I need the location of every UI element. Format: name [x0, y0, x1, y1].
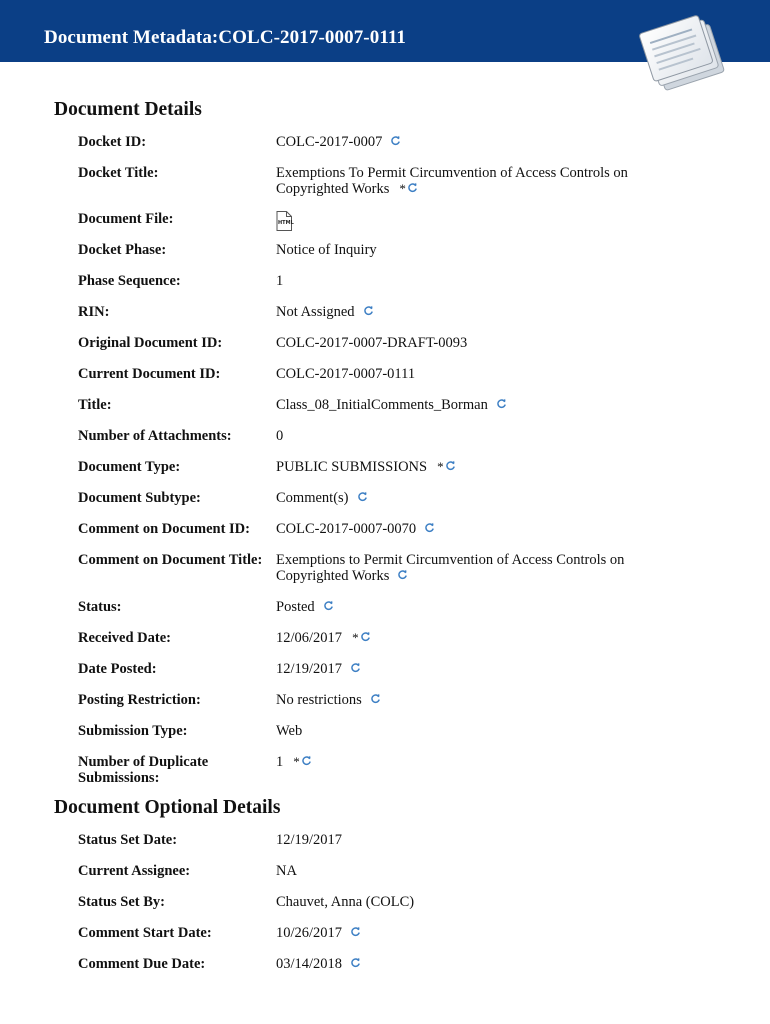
- field-label: Docket Phase:: [78, 242, 167, 258]
- field-label: Comment Start Date:: [78, 925, 212, 941]
- field-value: Exemptions To Permit Circumvention of Access Controls on Copyrighted Works: [276, 165, 628, 197]
- field-value-group: [276, 552, 716, 584]
- field-label: Date Posted:: [78, 661, 157, 677]
- refresh-icon[interactable]: [370, 692, 381, 703]
- field-label: Document Subtype:: [78, 490, 201, 506]
- field-label: Comment on Document ID:: [78, 521, 250, 537]
- field-value: COLC-2017-0007-DRAFT-0093: [276, 335, 468, 351]
- field-value: Web: [276, 723, 303, 739]
- field-value: 12/06/2017: [276, 630, 343, 646]
- field-value: 0: [276, 428, 284, 444]
- field-label: Status Set By:: [78, 894, 166, 910]
- refresh-icon[interactable]: [301, 754, 312, 765]
- field-label: Original Document ID:: [78, 335, 223, 351]
- field-label: Status:: [78, 599, 122, 615]
- refresh-icon[interactable]: [350, 661, 361, 672]
- field-value: COLC-2017-0007: [276, 134, 383, 150]
- file-type-label: HTML: [278, 220, 294, 226]
- field-label: Title:: [78, 397, 112, 413]
- field-value-group: [276, 211, 716, 231]
- field-value: No restrictions: [276, 692, 362, 708]
- field-value: PUBLIC SUBMISSIONS: [276, 459, 428, 475]
- field-value: 1: [276, 273, 284, 289]
- field-label: Received Date:: [78, 630, 171, 646]
- field-label: Docket Title:: [78, 165, 159, 181]
- html-file-icon[interactable]: [276, 211, 292, 231]
- refresh-icon[interactable]: [407, 181, 418, 192]
- field-label: Docket ID:: [78, 134, 147, 150]
- field-value: Exemptions to Permit Circumvention of Access Controls on Copyrighted Works: [276, 552, 625, 584]
- field-value-group: [276, 397, 716, 413]
- refresh-icon[interactable]: [360, 630, 371, 641]
- field-value-group: [276, 165, 716, 197]
- field-label: Document File:: [78, 211, 174, 227]
- field-value-group: [276, 242, 716, 258]
- field-label: Comment Due Date:: [78, 956, 206, 972]
- field-value-group: [276, 273, 716, 289]
- field-label: Comment on Document Title:: [78, 552, 263, 568]
- field-value: Class_08_InitialComments_Borman: [276, 397, 488, 413]
- refresh-icon[interactable]: [357, 490, 368, 501]
- field-value-group: [276, 894, 716, 910]
- field-label: Status Set Date:: [78, 832, 178, 848]
- field-value-group: [276, 956, 716, 972]
- refresh-icon[interactable]: [397, 568, 408, 579]
- field-value-group: [276, 521, 716, 537]
- field-value: NA: [276, 863, 297, 879]
- refresh-icon[interactable]: [350, 956, 361, 967]
- refresh-icon[interactable]: [363, 304, 374, 315]
- field-label: Number of Duplicate Submissions:: [78, 754, 209, 786]
- field-value: COLC-2017-0007-0111: [276, 366, 416, 382]
- field-label: Current Assignee:: [78, 863, 191, 879]
- page-title: Document Metadata:COLC-2017-0007-0111: [44, 27, 407, 48]
- required-asterisk: *: [293, 754, 300, 769]
- refresh-icon[interactable]: [496, 397, 507, 408]
- field-label: Current Document ID:: [78, 366, 221, 382]
- field-value: 1: [276, 754, 284, 770]
- refresh-icon[interactable]: [424, 521, 435, 532]
- field-value: COLC-2017-0007-0070: [276, 521, 417, 537]
- field-value-group: [276, 366, 716, 382]
- field-value-group: [276, 490, 716, 506]
- field-value-group: [276, 304, 716, 320]
- field-value: Not Assigned: [276, 304, 355, 320]
- field-label: Number of Attachments:: [78, 428, 232, 444]
- field-value-group: [276, 661, 716, 677]
- document-optional-details-heading: Document Optional Details: [54, 797, 281, 818]
- field-value-group: [276, 428, 716, 444]
- field-label: Submission Type:: [78, 723, 188, 739]
- field-value-group: [276, 335, 716, 351]
- required-asterisk: *: [399, 181, 406, 196]
- field-label: Phase Sequence:: [78, 273, 181, 289]
- field-value-group: [276, 459, 716, 475]
- refresh-icon[interactable]: [350, 925, 361, 936]
- field-value-group: [276, 599, 716, 615]
- field-value-group: [276, 925, 716, 941]
- required-asterisk: *: [437, 459, 444, 474]
- field-value: Posted: [276, 599, 315, 615]
- refresh-icon[interactable]: [323, 599, 334, 610]
- field-label: Posting Restriction:: [78, 692, 201, 708]
- refresh-icon[interactable]: [390, 134, 401, 145]
- field-label: Document Type:: [78, 459, 181, 475]
- refresh-icon[interactable]: [445, 459, 456, 470]
- field-value: 03/14/2018: [276, 956, 343, 972]
- field-value-group: [276, 692, 716, 708]
- field-value: 10/26/2017: [276, 925, 343, 941]
- document-details-heading: Document Details: [54, 99, 202, 120]
- field-value-group: [276, 863, 716, 879]
- field-value: Notice of Inquiry: [276, 242, 377, 258]
- field-label: RIN:: [78, 304, 110, 320]
- field-value: Chauvet, Anna (COLC): [276, 894, 415, 910]
- field-value-group: [276, 754, 716, 770]
- field-value-group: [276, 723, 716, 739]
- field-value: 12/19/2017: [276, 661, 343, 677]
- field-value-group: [276, 134, 716, 150]
- field-value: 12/19/2017: [276, 832, 343, 848]
- field-value-group: [276, 832, 716, 848]
- field-value: Comment(s): [276, 490, 349, 506]
- required-asterisk: *: [352, 630, 359, 645]
- document-stack-icon: [636, 10, 740, 102]
- field-value-group: [276, 630, 716, 646]
